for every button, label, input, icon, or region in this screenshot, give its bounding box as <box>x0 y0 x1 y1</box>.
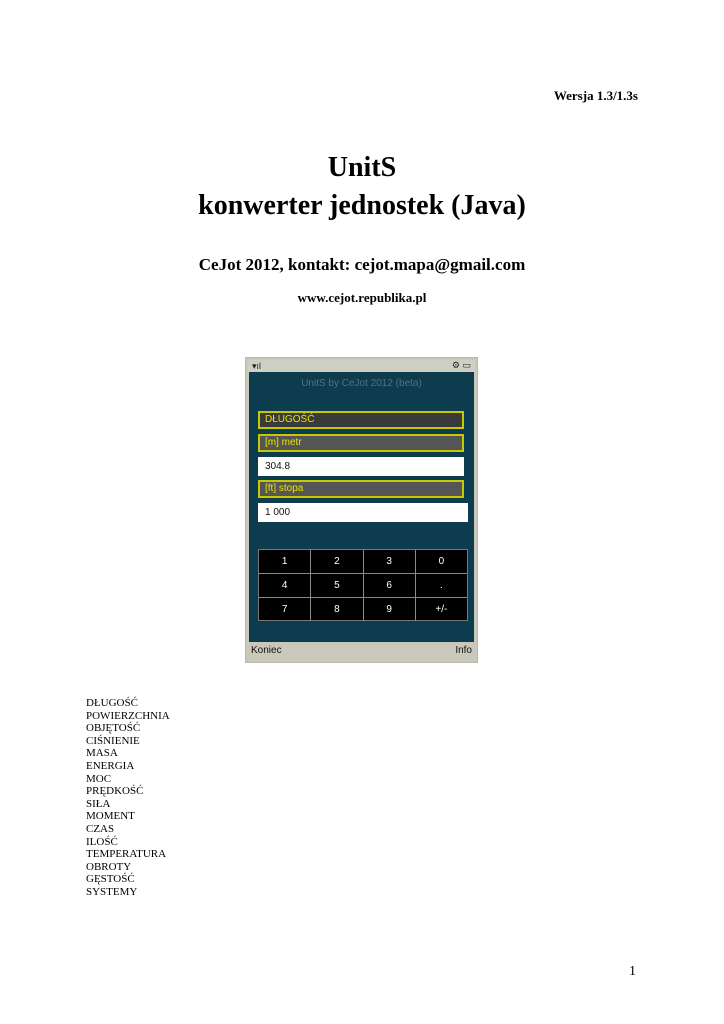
app-screen <box>249 372 474 642</box>
list-item: POWIERZCHNIA <box>86 709 170 722</box>
document-title: UnitS <box>327 152 397 183</box>
signal-icon: ▾ıl <box>252 361 262 371</box>
category-selector[interactable]: DŁUGOŚĆ <box>258 411 464 429</box>
list-item: MASA <box>86 747 118 760</box>
numeric-keypad <box>258 549 468 621</box>
key-8[interactable]: 8 <box>311 598 363 621</box>
list-item: SIŁA <box>86 797 111 810</box>
category-list <box>86 697 170 899</box>
status-bar <box>248 360 475 372</box>
list-item: TEMPERATURA <box>86 848 167 861</box>
list-item: MOC <box>86 772 112 785</box>
key-sign[interactable]: +/- <box>435 604 448 615</box>
keypad-row <box>259 550 467 574</box>
softkey-bar <box>248 644 475 659</box>
list-item: CZAS <box>86 822 115 835</box>
list-item: SYSTEMY <box>86 885 138 898</box>
exit-softkey[interactable]: Koniec <box>251 645 282 656</box>
key-7[interactable]: 7 <box>259 598 311 621</box>
key-9[interactable]: 9 <box>364 598 416 621</box>
list-item: MOMENT <box>86 810 135 823</box>
keypad-row <box>259 598 467 621</box>
from-value-input[interactable]: 304.8 <box>258 457 464 476</box>
key-decimal[interactable]: . <box>439 580 443 591</box>
key-4[interactable]: 4 <box>259 574 311 597</box>
document-subtitle: konwerter jednostek (Java) <box>198 190 526 221</box>
keypad-row <box>259 574 467 598</box>
to-value-input[interactable]: 1 000 <box>258 503 468 522</box>
key-3[interactable]: 3 <box>364 550 416 573</box>
key-2[interactable]: 2 <box>311 550 363 573</box>
list-item: ILOŚĆ <box>86 835 118 848</box>
list-item: PRĘDKOŚĆ <box>86 785 144 798</box>
info-softkey[interactable]: Info <box>455 645 472 656</box>
key-5[interactable]: 5 <box>311 574 363 597</box>
key-0[interactable]: 0 <box>438 556 445 567</box>
list-item: GĘSTOŚĆ <box>86 873 135 886</box>
key-6[interactable]: 6 <box>364 574 416 597</box>
list-item: CIŚNIENIE <box>86 734 140 747</box>
list-item: OBJĘTOŚĆ <box>86 722 141 735</box>
contact-line: CeJot 2012, kontakt: cejot.mapa@gmail.com <box>198 255 526 274</box>
to-unit-selector[interactable]: [ft] stopa <box>258 480 464 498</box>
list-item: ENERGIA <box>86 759 135 772</box>
page-number: 1 <box>629 964 636 979</box>
key-1[interactable]: 1 <box>259 550 311 573</box>
list-item: OBROTY <box>86 860 132 873</box>
app-title: UnitS by CeJot 2012 (beta) <box>301 378 422 389</box>
list-item: DŁUGOŚĆ <box>86 697 138 709</box>
settings-icon: ⚙ <box>451 360 460 370</box>
from-unit-selector[interactable]: [m] metr <box>258 434 464 452</box>
website-link[interactable]: www.cejot.republika.pl <box>297 290 427 305</box>
phone-screenshot <box>245 357 478 663</box>
battery-icon: ▭ <box>462 360 471 370</box>
version-label: Wersja 1.3/1.3s <box>553 88 638 103</box>
